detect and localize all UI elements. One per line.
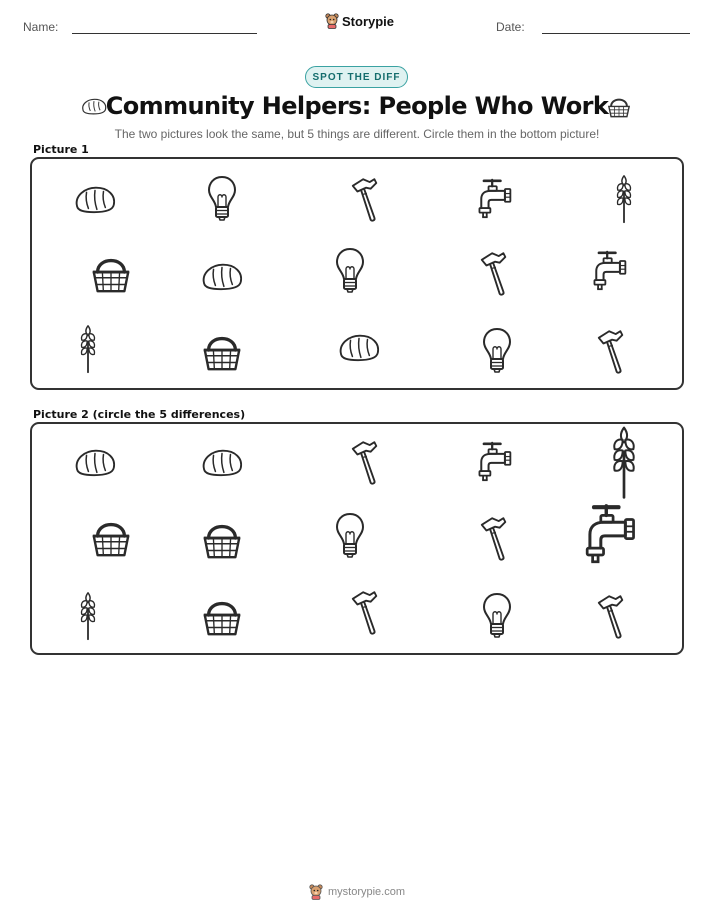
- picture1-wheat-icon: [614, 174, 634, 224]
- name-line[interactable]: [72, 33, 257, 34]
- name-label: Name:: [23, 20, 59, 34]
- bear-mascot-icon: [309, 884, 323, 900]
- picture1-basket-icon: [89, 251, 133, 295]
- picture2-lightbulb-icon[interactable]: [482, 592, 512, 640]
- picture2-hammer-icon[interactable]: [478, 514, 510, 562]
- picture2-hammer-icon[interactable]: [349, 588, 381, 636]
- picture2-panel[interactable]: [30, 422, 684, 655]
- picture2-bread-icon[interactable]: [73, 446, 117, 478]
- picture1-hammer-icon: [478, 249, 510, 297]
- picture2-faucet-icon[interactable]: [474, 439, 514, 485]
- footer: [0, 884, 714, 900]
- picture1-bread-icon: [73, 183, 117, 215]
- spot-the-diff-badge: SPOT THE DIFF: [305, 66, 408, 88]
- picture1-basket-icon: [200, 329, 244, 373]
- picture2-basket-icon[interactable]: [89, 515, 133, 559]
- picture1-bread-icon: [337, 331, 381, 363]
- picture1-wheat-icon: [78, 324, 98, 374]
- picture1-lightbulb-icon: [482, 327, 512, 375]
- footer-url: mystorypie.com: [327, 886, 406, 898]
- bear-mascot-icon: [325, 13, 339, 29]
- picture1-hammer-icon: [349, 175, 381, 223]
- picture2-faucet-icon[interactable]: [579, 500, 639, 569]
- picture1-lightbulb-icon: [335, 247, 365, 295]
- date-line[interactable]: [542, 33, 690, 34]
- picture2-hammer-icon[interactable]: [349, 438, 381, 486]
- picture2-bread-icon[interactable]: [200, 446, 244, 478]
- basket-icon: [606, 93, 632, 121]
- picture1-panel: [30, 157, 684, 390]
- picture1-faucet-icon: [589, 248, 629, 294]
- picture2-basket-icon[interactable]: [200, 594, 244, 638]
- date-label: Date:: [496, 20, 525, 34]
- picture2-lightbulb-icon[interactable]: [335, 512, 365, 560]
- picture2-hammer-icon[interactable]: [595, 592, 627, 640]
- brand-logo: [325, 13, 394, 29]
- picture2-label: Picture 2 (circle the 5 differences): [33, 408, 246, 421]
- instructions: The two pictures look the same, but 5 things are different. Circle them in the bottom picture!: [114, 127, 600, 141]
- picture1-label: Picture 1: [33, 143, 89, 156]
- brand-name: Storypie: [342, 13, 395, 29]
- page-title: Community Helpers: People Who Work: [105, 92, 609, 120]
- picture1-lightbulb-icon: [207, 175, 237, 223]
- picture2-basket-icon[interactable]: [200, 517, 244, 561]
- picture1-faucet-icon: [474, 176, 514, 222]
- picture1-bread-icon: [200, 260, 244, 292]
- picture2-wheat-icon[interactable]: [609, 425, 639, 500]
- bread-icon: [80, 96, 108, 116]
- picture2-wheat-icon[interactable]: [78, 591, 98, 641]
- picture1-hammer-icon: [595, 327, 627, 375]
